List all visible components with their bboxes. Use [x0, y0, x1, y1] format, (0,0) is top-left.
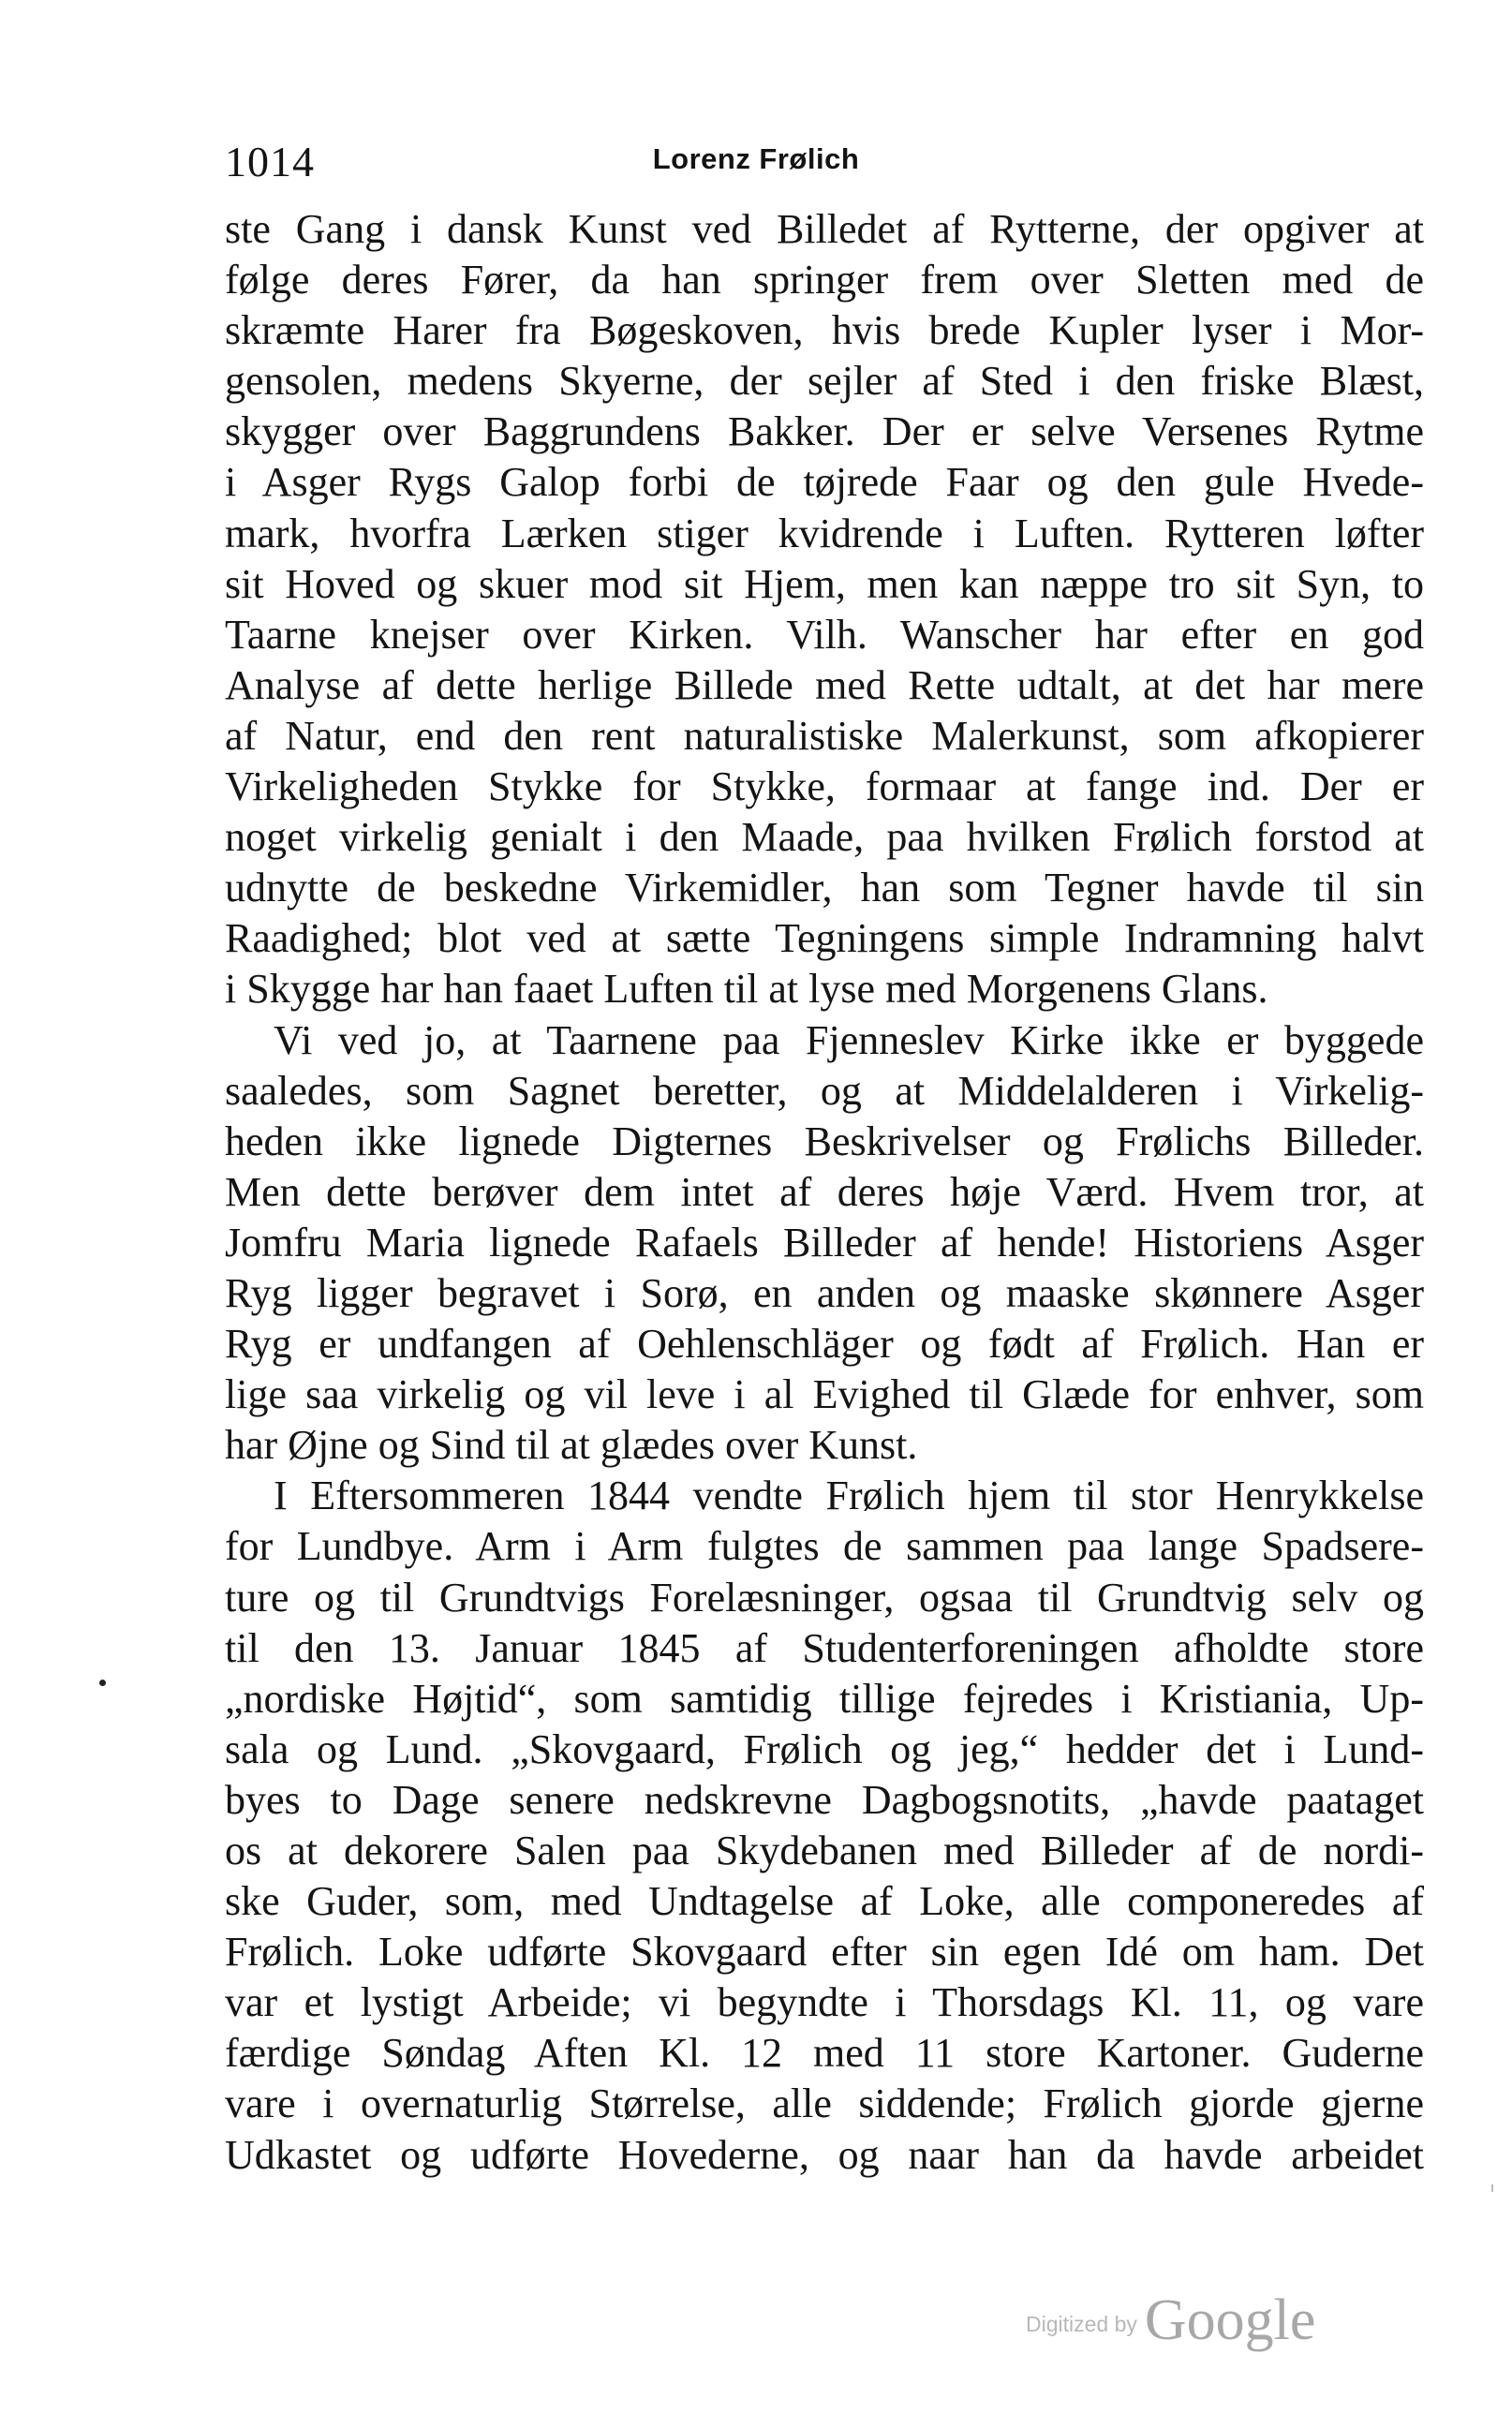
digitized-by-google-watermark	[1026, 2287, 1315, 2354]
text-line: Jomfru Maria lignede Rafaels Billeder af hende! Historiens Asger	[225, 1219, 1424, 1266]
text-line: sit Hoved og skuer mod sit Hjem, men kan næppe tro sit Syn, to	[225, 560, 1424, 607]
text-line: Ryg ligger begravet i Sorø, en anden og maaske skønnere Asger	[225, 1269, 1424, 1316]
watermark-prefix: Digitized by	[1026, 2312, 1137, 2336]
text-line: ture og til Grundtvigs Forelæsninger, ogsaa til Grundtvig selv og	[225, 1574, 1424, 1621]
text-line: vare i overnaturlig Størrelse, alle siddende; Frølich gjorde gjerne	[225, 2080, 1424, 2127]
text-line: byes to Dage senere nedskrevne Dagbogsnotits, „havde paataget	[225, 1776, 1424, 1823]
text-line: „nordiske Højtid“, som samtidig tillige fejredes i Kristiania, Up-	[225, 1675, 1424, 1722]
text-line: saaledes, som Sagnet beretter, og at Middelalderen i Virkelig-	[225, 1067, 1424, 1114]
text-line: ske Guder, som, med Undtagelse af Loke, alle componeredes af	[225, 1878, 1424, 1925]
text-line: ste Gang i dansk Kunst ved Billedet af Rytterne, der opgiver at	[225, 206, 1424, 252]
running-head: Lorenz Frølich	[652, 142, 860, 175]
body-text	[225, 204, 1424, 2181]
text-line: noget virkelig genialt i den Maade, paa hvilken Frølich forstod at	[225, 814, 1424, 861]
text-line: i Asger Rygs Galop forbi de tøjrede Faar og den gule Hvede-	[225, 459, 1424, 506]
paragraph-1	[225, 204, 1424, 1015]
text-line: Men dette berøver dem intet af deres høje Værd. Hvem tror, at	[225, 1168, 1424, 1215]
page-number: 1014	[225, 138, 315, 185]
margin-mark	[1491, 2184, 1493, 2192]
text-line: Ryg er undfangen af Oehlenschläger og født af Frølich. Han er	[225, 1321, 1424, 1368]
text-line: Frølich. Loke udførte Skovgaard efter sin egen Idé om ham. Det	[225, 1929, 1424, 1976]
text-line: os at dekorere Salen paa Skydebanen med Billeder af de nordi-	[225, 1828, 1424, 1873]
text-line: til den 13. Januar 1845 af Studenterforeningen afholdte store	[225, 1624, 1424, 1671]
text-line: Vi ved jo, at Taarnene paa Fjenneslev Kirke ikke er byggede	[274, 1016, 1424, 1063]
text-line: sala og Lund. „Skovgaard, Frølich og jeg,“ hedder det i Lund-	[225, 1725, 1424, 1772]
text-line: Analyse af dette herlige Billede med Rette udtalt, at det har mere	[225, 661, 1424, 708]
text-line: mark, hvorfra Lærken stiger kvidrende i Luften. Rytteren løfter	[225, 510, 1424, 556]
text-line: Taarne knejser over Kirken. Vilh. Wanscher har efter en god	[225, 611, 1424, 658]
text-line: lige saa virkelig og vil leve i al Evighed til Glæde for enhver, som	[225, 1371, 1424, 1418]
margin-dot	[99, 1680, 106, 1686]
text-line: Udkastet og udførte Hovederne, og naar han da havde arbeidet	[225, 2131, 1424, 2178]
text-line: har Øjne og Sind til at glædes over Kunst.	[225, 1422, 918, 1469]
text-line: følge deres Fører, da han springer frem over Sletten med de	[225, 257, 1424, 304]
text-line: færdige Søndag Aften Kl. 12 med 11 store Kartoner. Guderne	[225, 2030, 1424, 2077]
text-line: heden ikke lignede Digternes Beskrivelser og Frølichs Billeder.	[225, 1118, 1424, 1164]
text-line: skræmte Harer fra Bøgeskoven, hvis brede Kupler lyser i Mor-	[225, 307, 1424, 354]
text-line: for Lundbye. Arm i Arm fulgtes de sammen paa lange Spadsere-	[225, 1523, 1424, 1570]
google-logo: Google	[1144, 2288, 1316, 2352]
text-line: af Natur, end den rent naturalistiske Malerkunst, som afkopierer	[225, 712, 1424, 759]
text-line: skygger over Baggrundens Bakker. Der er selve Versenes Rytme	[225, 408, 1424, 455]
text-line: Virkeligheden Stykke for Stykke, formaar at fange ind. Der er	[225, 763, 1424, 810]
paragraph-3	[225, 1471, 1424, 2180]
text-line: var et lystigt Arbeide; vi begyndte i Thorsdags Kl. 11, og vare	[225, 1979, 1424, 2026]
paragraph-2	[225, 1015, 1424, 1472]
text-line: I Eftersommeren 1844 vendte Frølich hjem til stor Henrykkelse	[274, 1473, 1424, 1519]
text-line: udnytte de beskedne Virkemidler, han som Tegner havde til sin	[225, 865, 1424, 911]
text-line: Raadighed; blot ved at sætte Tegningens simple Indramning halvt	[225, 915, 1424, 962]
text-line: gensolen, medens Skyerne, der sejler af Sted i den friske Blæst,	[225, 358, 1424, 405]
text-line: i Skygge har han faaet Luften til at lyse med Morgenens Glans.	[225, 966, 1268, 1013]
